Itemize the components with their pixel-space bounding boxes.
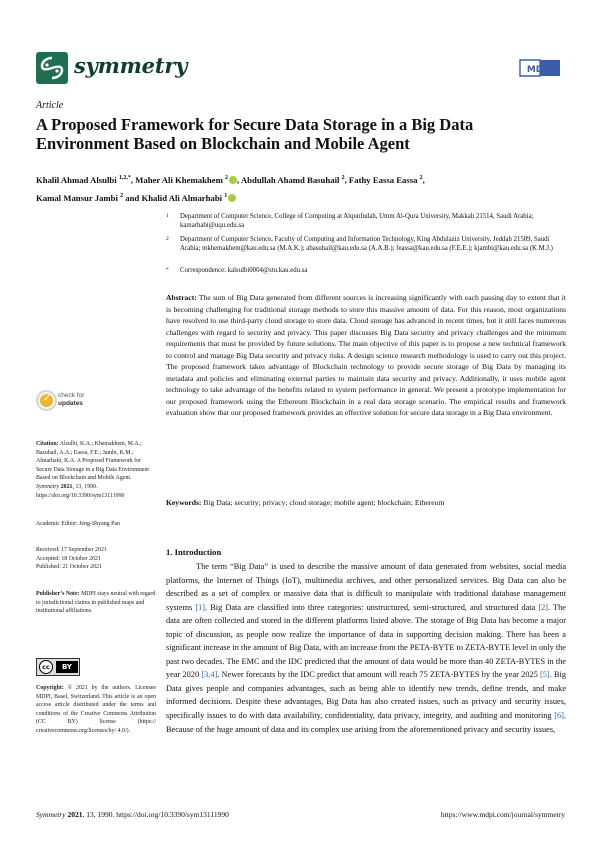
footer-journal: Symmetry (36, 810, 66, 819)
correspondence (166, 266, 566, 275)
citation-volume: , 13, 1990. (72, 483, 98, 490)
cc-by-license-icon[interactable] (36, 658, 80, 676)
dates-block (36, 546, 156, 572)
citation-block (36, 440, 156, 500)
received-date: Received: 17 September 2021 (36, 547, 107, 553)
journal-logo-icon (36, 52, 68, 84)
copyright-text: © 2021 by the authors. Licensee MDPI, Basel, Switzerland. This article is an open access article distributed under the terms and conditions of the Creative Commons Attribution (CC BY) license (https:// creativecommons.org/licenses/by/ 4.0/). (36, 685, 157, 734)
copyright-label: Copyright: (36, 685, 64, 691)
citation-link[interactable]: [5] (540, 670, 550, 680)
check-updates-icon[interactable]: ✓ (36, 390, 57, 411)
citation-link[interactable]: [6] (554, 711, 564, 721)
body-text: . Because of the huge amount of data and its complex use arising from the aforementioned privacy and security issues, (166, 711, 566, 734)
keywords-text: Big Data; security; privacy; cloud storage; mobile agent; blockchain; Ethereum (203, 498, 445, 507)
body-text: . Newer forecasts by the IDC predict that amount will reach 75 ZETA-BYTES by the year 2025 (217, 670, 540, 680)
affiliation-number: * (166, 267, 169, 273)
affiliation-2 (166, 235, 566, 262)
academic-editor: Academic Editor: Jeng-Shyang Pan (36, 521, 120, 527)
footer-journal-url[interactable]: https://www.mdpi.com/journal/symmetry (440, 810, 565, 819)
journal-name: symmetry (74, 53, 188, 78)
citation-journal: Symmetry (36, 483, 60, 490)
footer-year: 2021 (67, 810, 83, 819)
article-type: Article (36, 100, 64, 111)
author-affil: 1 (224, 192, 228, 199)
affiliation-number: 2 (166, 236, 169, 242)
citation-link[interactable]: [3,4] (201, 670, 218, 680)
author-list: Khalil Ahmad Alsulbi $^{1,2,*}$, Maher Ali Khemakhem $^2$ , Abdullah Ahamd Basuhail $^2$, Fathy Eassa Eassa $^2$, Kamal Mansur Jambi $^2$ and Khalid Ali Almarhabi $^1$ (36, 174, 425, 203)
copyright-block (36, 684, 156, 736)
abstract-text: The sum of Big Data generated from different sources is increasing significantly with each passing day to extent that it is becoming challenging for traditional storage methods to store this massive amount of data. For this reason, most organizations have resolved to use third-party cloud storage to store data. Cloud storage has advanced in recent times, but it still faces numerous challenges with regard to security and privacy. This paper discusses Big Data security and privacy challenges and the minimum requirements that must be provided by future solutions. The main objective of this paper is to propose a new technical framework to control and manage Big Data security and privacy risks. A design science research methodology is used to carry out this project. The proposed framework takes advantage of Blockchain technology to provide secure storage of Big Data by managing its metadata and policies and eliminating external parties to maintain data security and privacy. Additionally, it uses mobile agent technology to take advantage of the benefits related to system performance in general. We present a prototype implementation for our proposed framework using the Ethereum Blockchain in a real data storage scenario. The empirical results and framework evaluation show that our proposed framework provides an effective solution for secure data storage in a Big Data environment. (166, 293, 567, 418)
citation-year: 2021 (60, 483, 73, 490)
author-affil: 2 (225, 175, 229, 181)
author-conjunction: and (125, 192, 140, 203)
citation-link[interactable]: [1] (195, 602, 206, 612)
keywords (166, 497, 566, 508)
affiliation-number: 1 (166, 213, 169, 219)
author-name: Abdullah Ahamd Basuhail (240, 174, 340, 185)
author-affil: 2 (419, 175, 423, 181)
paper-title: A Proposed Framework for Secure Data Storage in a Big Data Environment Based on Blockchain and Mobile Agent (36, 115, 474, 153)
check-updates-line2: updates (58, 399, 83, 407)
section-heading: 1. Introduction (166, 547, 222, 557)
footer-doi[interactable]: , 13, 1990. https://doi.org/10.3390/sym13111990 (82, 810, 229, 819)
author-affil: 2 (341, 175, 345, 181)
body-text: . The data are often collected and stored in the different platforms listed above. The storage of Big Data has become a major topic of discussion, as people now realize the importance of data in supporting decision making. There has been a significant increase in the amount of Big Data, with an increase from the PETA-BYTE to ZETA-BYTE level in only the past two decades. The EMC and the IDC predicted that the amount of data would be more than 40 ZETA-BYTES in the year 2020 (166, 602, 566, 680)
orcid-icon[interactable] (229, 176, 237, 184)
affiliation-text: Department of Computer Science, College of Computing at Alqunfudah, Umm Al-Qura University, Makkah 21514, Saudi Arabia; kamarhabi@uqu.edu.sa (180, 213, 534, 229)
abstract-label: Abstract: (166, 293, 197, 302)
publisher-logo (518, 58, 562, 83)
author-name: Kamal Mansur Jambi (36, 192, 118, 203)
abstract (166, 292, 566, 419)
body-text: . Big Data gives people and companies advantages, such as being able to identify new trends, define trends, and make informed decisions. Despite these advantages, Big Data has also created issues, such as privacy and security issues, specifically issues to do with data availability, confidentiality, data privacy, integrity, and auditing and monitoring (166, 670, 566, 721)
journal-logo (36, 52, 68, 84)
keywords-label: Keywords: (166, 498, 202, 507)
section-body (166, 560, 566, 736)
by-icon: BY (56, 661, 78, 673)
publisher-note (36, 590, 156, 616)
mdpi-logo-icon (518, 58, 562, 78)
check-updates-line1: check for (58, 392, 85, 399)
author-name: Khalil Ahmad Alsulbi (36, 174, 117, 185)
body-text: . Big Data are classified into three categories: unstructured, semi-structured, and structured data (205, 602, 539, 612)
publisher-note-text: MDPI stays neutral with regard to jurisdictional claims in published maps and institutional affiliations. (36, 591, 156, 615)
citation-link[interactable]: [2] (538, 602, 549, 612)
orcid-icon[interactable] (228, 194, 236, 202)
affiliation-text: Correspondence: kalsulbi0004@stu.kau.edu.sa (180, 267, 308, 274)
footer-citation (36, 810, 229, 819)
citation-doi[interactable]: https://doi.org/10.3390/sym13111990 (36, 492, 125, 499)
author-name: Fathy Eassa Eassa (348, 174, 418, 185)
published-date: Published: 21 October 2021 (36, 564, 102, 571)
author-affil: 1,2,* (118, 175, 131, 181)
author-name: Maher Ali Khemakhem (135, 174, 223, 185)
affiliation-1 (166, 212, 566, 230)
affiliation-text: Department of Computer Science, Faculty of Computing and Information Technology, King Abdulaziz University, Jeddah 21589, Saudi Arabia; mkhemakhem@kau.edu.sa (M.A.K.); abasuhail@kau.edu.sa (A.A.B.); feassa@kau.edu.sa (F.E.E.); kjambi@kau.edu.sa (K.M.J.) (180, 236, 553, 252)
author-affil: 2 (120, 192, 124, 199)
accepted-date: Accepted: 18 October 2021 (36, 555, 101, 562)
citation-label: Citation: (36, 441, 59, 447)
cc-icon: cc (39, 660, 53, 674)
check-updates-link[interactable] (58, 392, 84, 407)
author-name: Khalid Ali Almarhabi (141, 192, 223, 203)
body-text: The term “Big Data” is used to describe the massive amount of data generated from websites, social media platforms, the Internet of Things (IoT), multimedia archives, and other personalized services. Big Data can also be described as a set of complex or massive data that is difficult to manipulate with traditional database management systems (166, 562, 566, 612)
citation-text: Alsulbi, K.A.; Khemakhem, M.A.; Basuhail, A.A.; Eassa, F.E.; Jambi, K.M.; Almarhabi, K.A. A Proposed Framework for Secure Data Storage in a Big Data Environment Based on Blockchain and Mobile Agent. (36, 441, 150, 482)
publisher-note-label: Publisher’s Note: (36, 591, 80, 597)
publisher-name: MDPI (526, 65, 554, 75)
